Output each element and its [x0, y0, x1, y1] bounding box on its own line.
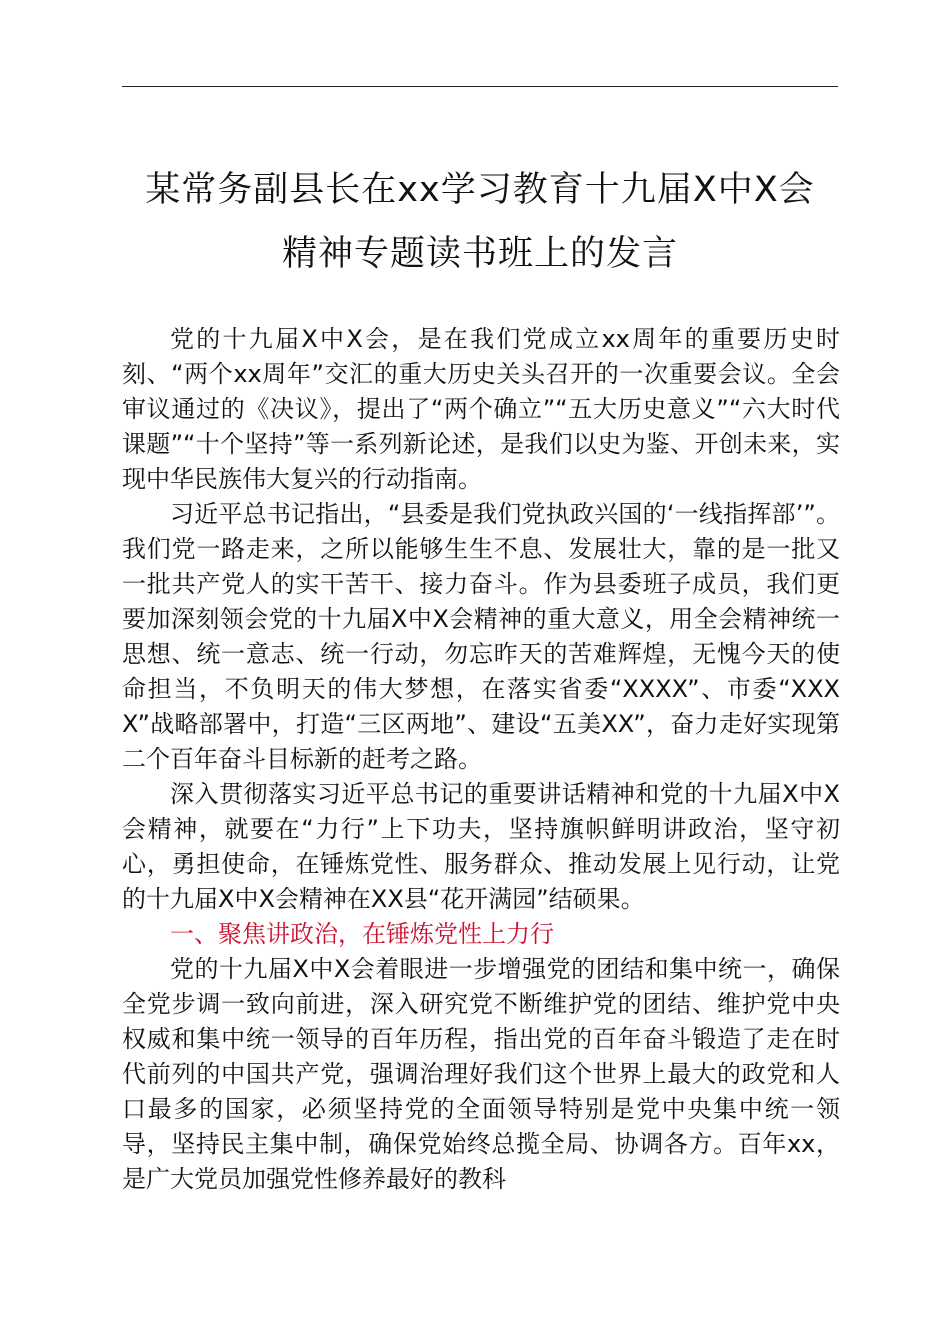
title-line-2: 精神专题读书班上的发言 [281, 234, 678, 274]
document-title [100, 160, 860, 284]
header-rule [122, 86, 838, 87]
paragraph-quote: 习近平总书记指出，“县委是我们党执政兴国的‘一线指挥部’”。我们党一路走来，之所以能够生生不息、发展壮大，靠的是一批又一批共产党人的实干苦干、接力奋斗。作为县委班子成员，我们更要加深刻领会党的十九届X中X会精神的重大意义，用全会精神统一思想、统一意志、统一行动，勿忘昨天的苦难辉煌，无愧今天的使命担当，不负明天的伟大梦想，在落实省委“XXXX”、市委“XXXX”战略部署中，打造“三区两地”、建设“五美XX”，奋力走好实现第二个百年奋斗目标新的赶考之路。 [122, 500, 840, 773]
section-1-paragraph: 党的十九届X中X会着眼进一步增强党的团结和集中统一，确保全党步调一致向前进，深入研究党不断维护党的团结、维护党中央权威和集中统一领导的百年历程，指出党的百年奋斗锻造了走在时代前列的中国共产党，强调治理好我们这个世界上最大的政党和人口最多的国家，必须坚持党的全面领导特别是党中央集中统一领导，坚持民主集中制，确保党始终总揽全局、协调各方。百年xx，是广大党员加强党性修养最好的教科 [122, 955, 840, 1193]
document-body [122, 322, 840, 1197]
paragraph-intro: 党的十九届X中X会，是在我们党成立xx周年的重要历史时刻、“两个xx周年”交汇的重大历史关头召开的一次重要会议。全会审议通过的《决议》，提出了“两个确立”“五大历史意义”“六大时代课题”“十个坚持”等一系列新论述，是我们以史为鉴、开创未来，实现中华民族伟大复兴的行动指南。 [122, 325, 840, 493]
section-heading-1: 一、聚焦讲政治，在锤炼党性上力行 [170, 920, 554, 948]
paragraph-implementation: 深入贯彻落实习近平总书记的重要讲话精神和党的十九届X中X会精神，就要在“力行”上下功夫，坚持旗帜鲜明讲政治，坚守初心，勇担使命，在锤炼党性、服务群众、推动发展上见行动，让党的十九届X中X会精神在XX县“花开满园”结硕果。 [122, 780, 840, 913]
title-line-1: 某常务副县长在xx学习教育十九届X中X会 [145, 170, 815, 210]
